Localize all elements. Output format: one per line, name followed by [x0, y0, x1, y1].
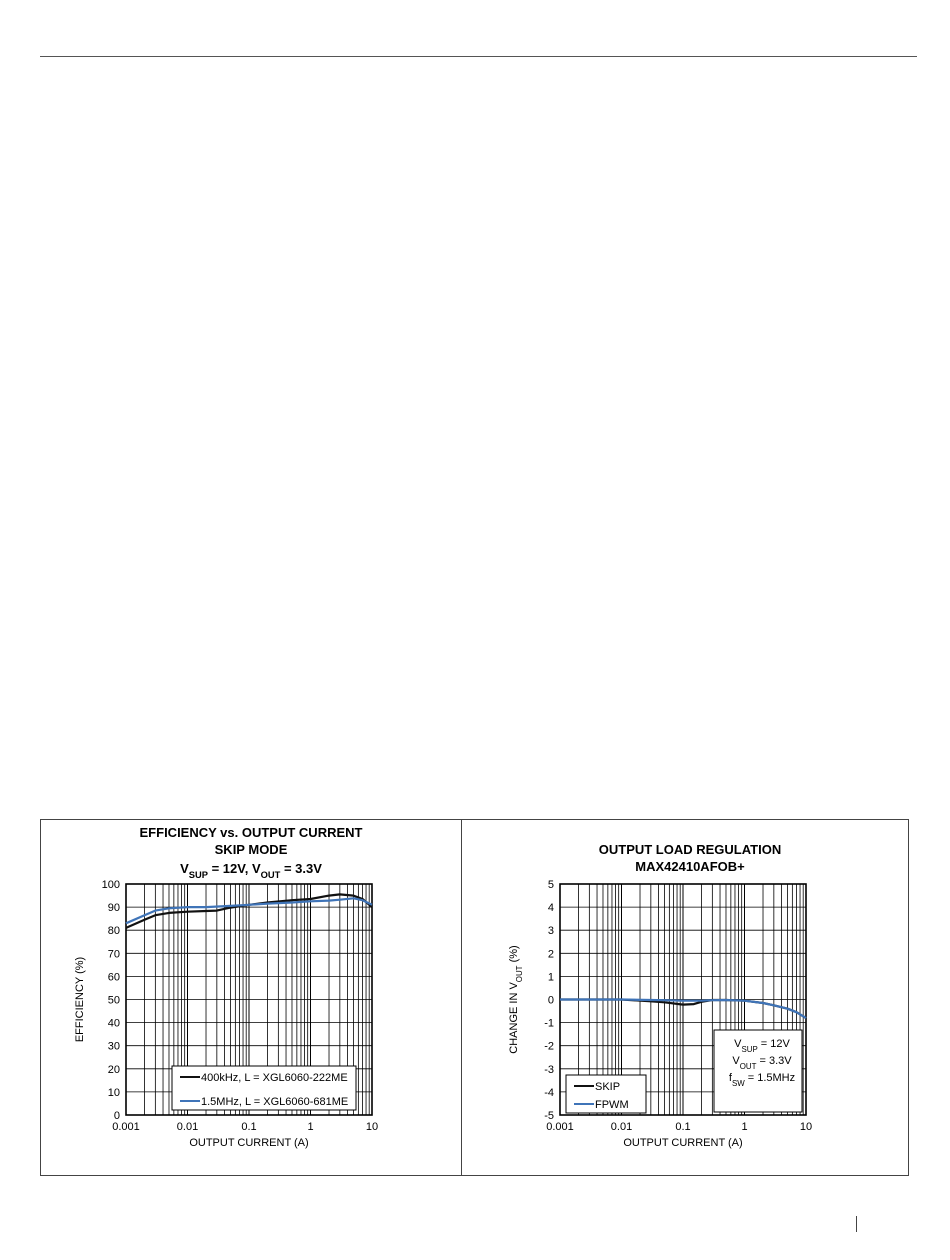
- x-tick-label: 10: [365, 1121, 379, 1133]
- y-tick-label: -2: [544, 1040, 554, 1053]
- y-tick-label: 5: [547, 879, 554, 891]
- annotation-line: $V_{SUP} = 12V$: [734, 1038, 790, 1054]
- load-regulation-chart: [462, 820, 908, 1175]
- charts-frame: [40, 819, 909, 1176]
- y-tick-label: 10: [107, 1086, 120, 1099]
- x-tick-label: 0.001: [546, 1121, 574, 1133]
- header-rule: [40, 56, 917, 57]
- y-tick-label: 100: [101, 879, 120, 891]
- x-tick-label: 0.1: [675, 1121, 691, 1133]
- y-tick-label: 40: [107, 1017, 120, 1030]
- page-number-mark: [856, 1216, 857, 1232]
- x-tick-label: 1: [741, 1121, 748, 1133]
- y-tick-label: 70: [107, 948, 120, 961]
- x-tick-label: 10: [799, 1121, 813, 1133]
- y-tick-label: 0: [113, 1110, 120, 1122]
- x-tick-label: 0.01: [176, 1121, 199, 1133]
- y-axis-label: CHANGE IN $V_{OUT}$ (%): [508, 945, 524, 1054]
- y-tick-label: 90: [107, 902, 120, 915]
- x-tick-label: 0.01: [610, 1121, 633, 1133]
- y-tick-label: 80: [107, 925, 120, 938]
- efficiency-chart-panel: [41, 820, 461, 1175]
- y-tick-label: -4: [544, 1086, 554, 1099]
- y-tick-label: 4: [547, 902, 554, 915]
- chart-title: EFFICIENCY vs. OUTPUT CURRENT: [139, 825, 363, 840]
- y-tick-label: 60: [107, 971, 120, 984]
- load-regulation-chart-panel: [462, 820, 882, 1175]
- y-tick-label: -3: [544, 1063, 554, 1076]
- y-tick-label: 1: [547, 971, 554, 984]
- x-axis-label: OUTPUT CURRENT (A): [189, 1137, 309, 1149]
- x-axis-label: OUTPUT CURRENT (A): [623, 1137, 743, 1149]
- y-tick-label: -1: [544, 1017, 554, 1030]
- chart-subtitle: SKIP MODE: [214, 842, 288, 857]
- y-tick-label: 20: [107, 1063, 120, 1076]
- legend-label: SKIP: [595, 1081, 621, 1093]
- y-tick-label: 3: [547, 925, 554, 938]
- chart-conditions: $V_{SUP} = 12V$, $V_{OUT} = 3.3V$: [180, 861, 322, 880]
- y-tick-label: 2: [547, 948, 554, 961]
- y-tick-label: 50: [107, 994, 120, 1007]
- legend-label: FPWM: [595, 1099, 629, 1111]
- annotation-line: $V_{OUT} = 3.3V$: [732, 1055, 792, 1071]
- legend-label: 400kHz, L = XGL6060-222ME: [201, 1072, 348, 1084]
- y-tick-label: -5: [544, 1110, 554, 1122]
- legend-label: 1.5MHz, L = XGL6060-681ME: [201, 1096, 349, 1108]
- chart-subtitle: MAX42410AFOB+: [635, 859, 745, 874]
- x-tick-label: 1: [307, 1121, 314, 1133]
- y-axis-label: EFFICIENCY (%): [74, 956, 86, 1043]
- chart-title: OUTPUT LOAD REGULATION: [598, 842, 782, 857]
- x-tick-label: 0.1: [241, 1121, 257, 1133]
- efficiency-chart: [41, 820, 461, 1175]
- annotation-line: $f_{SW} = 1.5MHz$: [728, 1072, 796, 1088]
- y-tick-label: 0: [547, 994, 554, 1007]
- y-tick-label: 30: [107, 1040, 120, 1053]
- x-tick-label: 0.001: [112, 1121, 140, 1133]
